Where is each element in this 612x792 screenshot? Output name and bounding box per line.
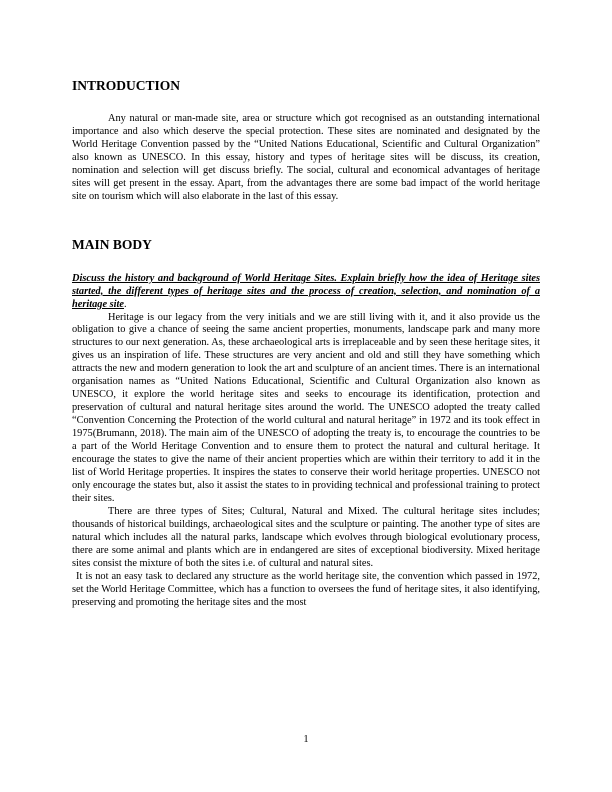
introduction-paragraph: Any natural or man-made site, area or structure which got recognised as an outstanding international importance and also which deserve the special protection. These sites are nominated and designated by the World Heritage Convention passed by the “United Nations Educational, Scientific and Cultural Organization” also known as UNESCO. In this essay, history and types of heritage sites will be discuss, its creation, nomination and selection will get discuss briefly. The social, cultural and economical advantages of heritage sites will get present in the essay. Apart, from the advantages there are some bad impact of the world heritage site on tourism which will also elaborate in the last of this essay.	[72, 113, 540, 202]
page-content	[72, 78, 540, 609]
body-paragraph-history: Heritage is our legacy from the very initials and we are still living with it, and it also provide us the obligation to give a chance of seeing the same ancient properties, monuments, landscape park and many more structures to our next generation. As, these archaeological arts is irreplaceable and by seen these heritage sites, it gives us an inspiration of life. These structures are very ancient and old and still they have something which attracts the new and modern generation to look the art and sculpture of an ancient times. There is an international organisation names as “United Nations Educational, Scientific and Cultural Organization also known as UNESCO, it explore the world heritage sites and seeks to encourage its identification, protection and preservation of cultural and natural heritage sites around the world. The UNESCO adopted the treaty called “Convention Concerning the Protection of the world cultural and natural heritage” in 1972 and its took effect in 1975(Brumann, 2018). The main aim of the UNESCO of adopting the treaty is, to encourage the countries to be a part of the World Heritage Convention and to ensure them to protect the natural and cultural heritage. It encourage the states to give the name of their ancient properties which are within their territory to add it in the list of World Heritage properties. It inspires the states to conserve their world heritage properties. UNESCO not only encourage the states but, also it assist the states to in providing technical and professional training to protect their sites.	[72, 311, 540, 504]
page-number: 1	[303, 734, 309, 745]
introduction-heading: INTRODUCTION	[72, 78, 181, 93]
essay-question-period: .	[124, 298, 127, 310]
main-body-heading: MAIN BODY	[72, 236, 152, 252]
body-paragraph-types: There are three types of Sites; Cultural, Natural and Mixed. The cultural heritage sites includes; thousands of historical buildings, archaeological sites and the sculpture or painting. The another type of sites are natural which includes all the natural parks, landscape which evolves through biological evolutionary process, there are some animal and plants which are in endangered are sites of exceptional biodiversity. Mixed heritage sites consist the mixture of both the sites i.e. of cultural and natural sites.	[72, 505, 540, 569]
essay-question-text: Discuss the history and background of World Heritage Sites. Explain briefly how the idea of Heritage sites started, the different types of heritage sites and the process of creation, selection, and nomination of a heritage site	[72, 272, 540, 310]
body-paragraph-nomination: It is not an easy task to declared any structure as the world heritage site, the convention which passed in 1972, set the World Heritage Committee, which has a function to oversees the fund of heritage sites, it also identifying, preserving and promoting the heritage sites and the most	[72, 570, 540, 608]
essay-question	[72, 273, 540, 312]
